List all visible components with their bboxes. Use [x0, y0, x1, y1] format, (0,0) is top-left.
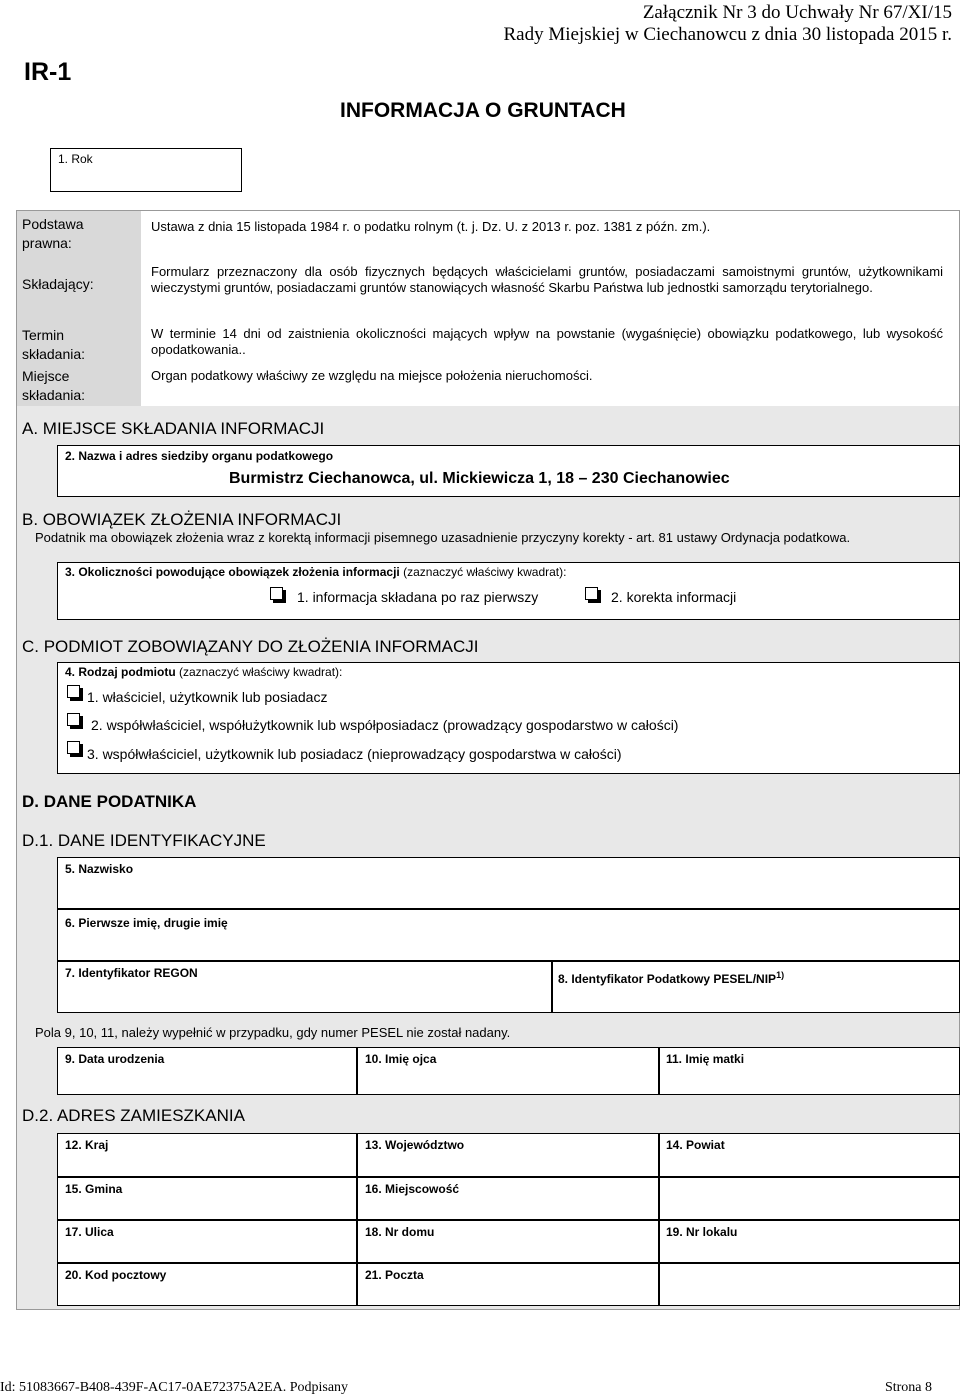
pesel-nip-label: 8. Identyfikator Podatkowy PESEL/NIP$^{1)}$ — [558, 970, 785, 986]
regon-label: 7. Identyfikator REGON — [65, 966, 198, 980]
father-name-label: 10. Imię ojca — [365, 1052, 437, 1066]
circumstances-label: 3. Okoliczności powodujące obowiązek złożenia informacji (zaznaczyć właściwy kwadrat): — [65, 565, 567, 579]
father-name-field[interactable] — [357, 1047, 659, 1095]
correction-checkbox[interactable] — [585, 587, 598, 600]
street-label: 17. Ulica — [65, 1225, 114, 1239]
post-office-field[interactable] — [357, 1263, 659, 1306]
mother-name-label: 11. Imię matki — [666, 1052, 745, 1066]
country-field[interactable] — [57, 1133, 357, 1177]
submitter-label: Składający: — [22, 276, 94, 292]
year-label: 1. Rok — [58, 152, 93, 166]
entity-type-label: 4. Rodzaj podmiotu (zaznaczyć właściwy kwadrat): — [65, 665, 343, 679]
regon-field[interactable] — [57, 961, 552, 1013]
pesel-nip-field[interactable] — [552, 961, 960, 1013]
section-b-note: Podatnik ma obowiązek złożenia wraz z korektą informacji pisemnego uzasadnienie przyczyny korekty - art. 81 ustawy Ordynacja podatkowa. — [35, 530, 851, 545]
co-owner-not-managing-label: 3. współwłaściciel, użytkownik lub posiadacz (nieprowadzący gospodarstwa w całości) — [87, 746, 622, 762]
first-submission-checkbox[interactable] — [270, 587, 283, 600]
first-names-label: 6. Pierwsze imię, drugie imię — [65, 916, 228, 930]
co-owner-not-managing-checkbox[interactable] — [67, 741, 80, 754]
pesel-note: Pola 9, 10, 11, należy wypełnić w przypadku, gdy numer PESEL nie został nadany. — [35, 1025, 511, 1040]
voivodeship-field[interactable] — [357, 1133, 659, 1177]
owner-checkbox[interactable] — [67, 685, 80, 698]
post-office-extra-field[interactable] — [659, 1263, 960, 1306]
postal-code-label: 20. Kod pocztowy — [65, 1268, 167, 1282]
postal-code-field[interactable] — [57, 1263, 357, 1306]
county-label: 14. Powiat — [666, 1138, 725, 1152]
attachment-line-2: Rady Miejskiej w Ciechanowcu z dnia 30 listopada 2015 r. — [503, 24, 952, 45]
tax-office-label: 2. Nazwa i adres siedziby organu podatkowego — [65, 449, 334, 463]
correction-label: 2. korekta informacji — [611, 589, 737, 605]
section-a-title: A. MIEJSCE SKŁADANIA INFORMACJI — [22, 419, 325, 438]
circumstances-field — [57, 562, 960, 620]
house-number-field[interactable] — [357, 1220, 659, 1263]
voivodeship-label: 13. Województwo — [365, 1138, 465, 1152]
deadline-text: W terminie 14 dni od zaistnienia okoliczności mających wpływ na powstanie (wygaśnięcie) obowiązku podatkowego, lub wysokość opodatkowania.. — [151, 326, 943, 357]
section-d2-title: D.2. ADRES ZAMIESZKANIA — [22, 1106, 245, 1125]
entity-type-field — [57, 662, 960, 774]
mother-name-field[interactable] — [659, 1047, 960, 1095]
first-submission-label: 1. informacja składana po raz pierwszy — [297, 589, 539, 605]
page-number: Strona 8 — [884, 1380, 932, 1395]
place-text: Organ podatkowy właściwy ze względu na miejsce położenia nieruchomości. — [151, 368, 593, 383]
document-id: Id: 51083667-B408-439F-AC17-0AE72375A2EA. Podpisany — [0, 1380, 349, 1395]
section-b-title: B. OBOWIĄZEK ZŁOŻENIA INFORMACJI — [22, 510, 342, 529]
place-label: Miejsce składania: — [22, 368, 86, 403]
street-field[interactable] — [57, 1220, 357, 1263]
form-code: IR-1 — [24, 58, 72, 86]
year-field[interactable] — [50, 148, 242, 192]
deadline-label: Termin składania: — [22, 327, 86, 362]
tax-office-value: Burmistrz Ciechanowca, ul. Mickiewicza 1, 18 – 230 Ciechanowiec — [229, 470, 730, 487]
apartment-number-label: 19. Nr lokalu — [666, 1225, 738, 1239]
birth-date-field[interactable] — [57, 1047, 357, 1095]
post-office-label: 21. Poczta — [365, 1268, 424, 1282]
surname-label: 5. Nazwisko — [65, 862, 134, 876]
attachment-line-1: Załącznik Nr 3 do Uchwały Nr 67/XI/15 — [642, 2, 952, 23]
commune-field[interactable] — [57, 1177, 357, 1220]
owner-label: 1. właściciel, użytkownik lub posiadacz — [87, 689, 328, 705]
surname-field[interactable] — [57, 857, 960, 909]
section-c-title: C. PODMIOT ZOBOWIĄZANY DO ZŁOŻENIA INFORMACJI — [22, 637, 479, 656]
locality-label: 16. Miejscowość — [365, 1182, 460, 1196]
section-d-title: D. DANE PODATNIKA — [22, 792, 197, 811]
house-number-label: 18. Nr domu — [365, 1225, 435, 1239]
locality-field[interactable] — [357, 1177, 659, 1220]
submitter-text: Formularz przeznaczony dla osób fizycznych będących właścicielami gruntów, posiadaczami samoistnymi gruntów, użytkownikami wieczystymi gruntów, posiadaczami gruntów stanowiących własność Skarbu Państwa lub jednostki samorządu terytorialnego. — [151, 264, 943, 295]
locality-extra-field[interactable] — [659, 1177, 960, 1220]
co-owner-managing-checkbox[interactable] — [67, 713, 80, 726]
apartment-number-field[interactable] — [659, 1220, 960, 1263]
tax-office-field[interactable] — [57, 445, 960, 497]
first-names-field[interactable] — [57, 909, 960, 961]
birth-date-label: 9. Data urodzenia — [65, 1052, 165, 1066]
country-label: 12. Kraj — [65, 1138, 109, 1152]
section-d1-title: D.1. DANE IDENTYFIKACYJNE — [22, 831, 266, 850]
commune-label: 15. Gmina — [65, 1182, 123, 1196]
page-title: INFORMACJA O GRUNTACH — [340, 99, 626, 122]
county-field[interactable] — [659, 1133, 960, 1177]
legal-basis-label: Podstawa prawna: — [22, 216, 84, 251]
legal-basis-text: Ustawa z dnia 15 listopada 1984 r. o podatku rolnym (t. j. Dz. U. z 2013 r. poz. 1381 z późn. zm.). — [151, 219, 711, 234]
co-owner-managing-label: 2. współwłaściciel, współużytkownik lub współposiadacz (prowadzący gospodarstwo w całości) — [91, 717, 679, 733]
